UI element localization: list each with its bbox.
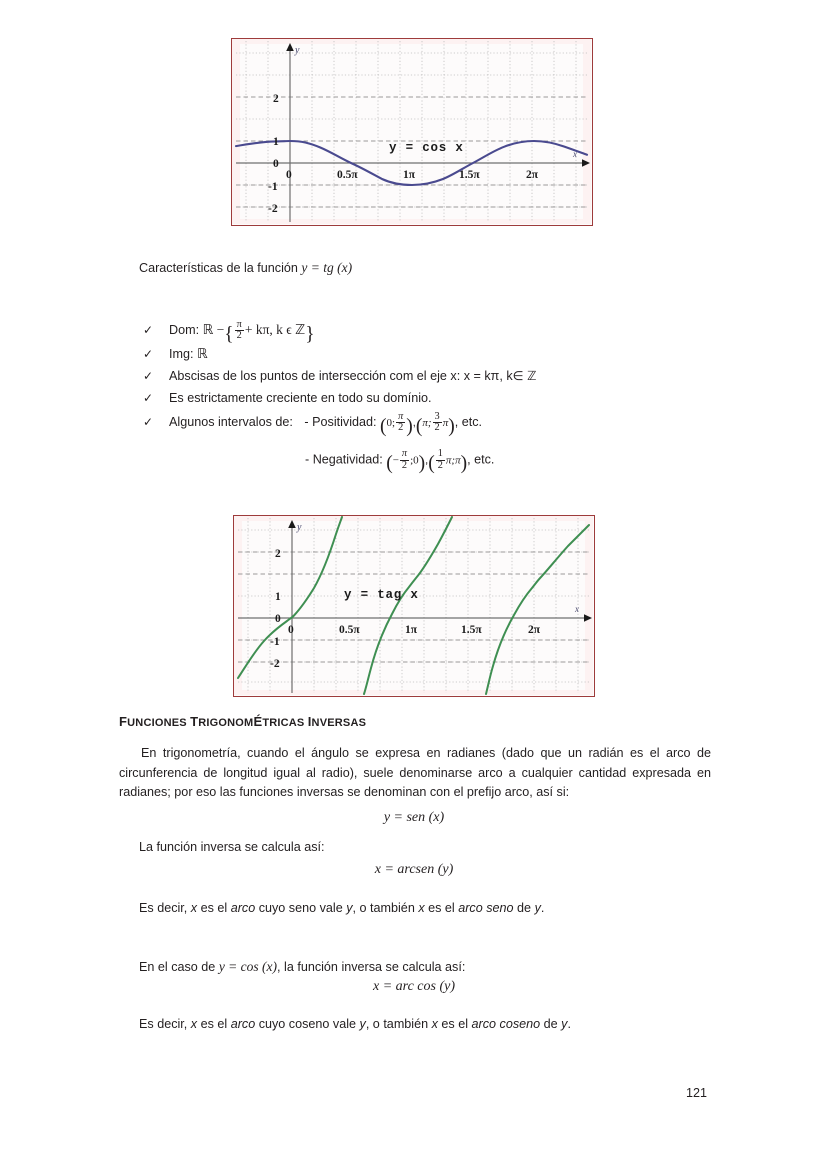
y-tick-1: 1: [275, 591, 281, 603]
pos-interval-1-fraction: [396, 412, 405, 434]
checkmark-icon: ✓: [143, 323, 154, 337]
intervalos-label: Algunos intervalos de:: [169, 415, 293, 430]
positividad-label: - Positividad:: [304, 415, 377, 430]
figure-tangent-graph: [233, 515, 595, 697]
esdecir1-part-b: es el: [197, 901, 231, 915]
x-tick-1.5pi: 1.5π: [459, 169, 480, 181]
esdecir2-part-c: cuyo coseno vale: [255, 1017, 360, 1031]
characteristics-heading-text: Características de la función: [139, 261, 302, 275]
esdecir2-part-e: es el: [437, 1017, 472, 1031]
caso-coseno-line: [139, 959, 465, 975]
equation-x-arccos-y: x = arc cos (y): [372, 979, 455, 994]
fraction-denominator: 2: [437, 459, 443, 471]
esdecir2-part-f: de: [540, 1017, 562, 1031]
neg-interval-1-tail: ;0: [410, 454, 419, 467]
esdecir1-part-a: Es decir,: [139, 901, 191, 915]
x-axis-label: x: [573, 149, 577, 159]
x-tick-0: 0: [286, 169, 292, 181]
esdecir2-part-g: .: [567, 1017, 571, 1031]
pos-interval-1-start: 0;: [386, 417, 396, 430]
checkmark-icon: ✓: [143, 347, 154, 362]
list-item-abscisas: [139, 366, 699, 386]
paren-close-4: ): [460, 453, 468, 475]
negatividad-label: - Negatividad:: [305, 452, 383, 467]
dominio-fraction: [235, 320, 244, 342]
equation-y-sen-x: y = sen (x): [383, 810, 445, 825]
list-item-creciente: [139, 388, 699, 408]
checkmark-icon: ✓: [143, 415, 154, 430]
esdecir1-part-g: .: [540, 901, 545, 915]
tangent-plot-svg: [234, 516, 593, 695]
page-number: 121: [686, 1086, 708, 1100]
x-tick-1.5pi: 1.5π: [461, 624, 482, 636]
right-brace: }: [305, 323, 315, 345]
y-tick-minus2: -2: [268, 203, 278, 215]
esdecir2-arco-coseno: arco coseno: [471, 1017, 541, 1031]
y-axis-label: y: [297, 522, 302, 533]
paren-open-4: (: [428, 453, 435, 475]
esdecir-coseno-line: [139, 1017, 571, 1031]
y-tick-2: 2: [275, 548, 281, 560]
caso-math: y = cos (x): [218, 959, 278, 974]
imagen-label: Img:: [169, 347, 194, 362]
imagen-value: ℝ: [197, 346, 208, 362]
pos-interval-2-tail: π: [442, 417, 449, 430]
paren-open-1: (: [380, 415, 387, 437]
cosine-function-label: y = cos x: [389, 141, 464, 155]
esdecir1-var-y2: y: [534, 901, 541, 915]
neg-interval-1-sign: −: [392, 454, 399, 467]
x-tick-2pi: 2π: [528, 624, 541, 636]
characteristics-list: [139, 318, 699, 437]
caso-part-b: , la función inversa se calcula así:: [277, 960, 466, 974]
y-tick-minus1: -1: [268, 181, 278, 193]
fraction-numerator: π: [398, 410, 404, 422]
esdecir2-var-y1: y: [359, 1017, 366, 1031]
esdecir-seno-line: [139, 901, 544, 915]
esdecir2-var-x1: x: [190, 1017, 198, 1031]
dominio-set: ℝ −: [202, 322, 225, 337]
creciente-text: Es estrictamente creciente en todo su domínio.: [169, 391, 432, 406]
paren-close-1: ): [406, 415, 413, 437]
y-tick-0: 0: [273, 158, 279, 170]
section-heading: FUNCIONES TRIGONOMÉTRICAS INVERSAS: [119, 714, 367, 729]
esdecir1-var-x1: x: [190, 901, 198, 915]
positividad-etc: , etc.: [454, 415, 483, 430]
neg-interval-2-fraction: [436, 449, 445, 471]
fraction-numerator: π: [236, 318, 242, 330]
esdecir2-part-d: , o también: [365, 1017, 432, 1031]
esdecir2-arco: arco: [230, 1017, 256, 1031]
fraction-denominator: 2: [400, 460, 409, 472]
tangent-function-label: y = tag x: [344, 588, 419, 602]
paren-close-2: ): [448, 415, 455, 437]
fraction-denominator: 2: [235, 330, 244, 342]
abscisas-text: Abscisas de los puntos de intersección com el eje x: x = kπ, k∈ ℤ: [169, 369, 537, 384]
esdecir1-part-d: , o también: [352, 901, 419, 915]
checkmark-icon: ✓: [143, 369, 154, 384]
left-brace: {: [224, 323, 234, 345]
esdecir2-part-b: es el: [197, 1017, 231, 1031]
neg-interval-1-fraction: [400, 449, 409, 471]
x-tick-1pi: 1π: [405, 624, 418, 636]
caso-part-a: En el caso de: [139, 960, 219, 974]
dominio-label: Dom:: [169, 323, 200, 337]
list-item-intervalos: ✓ Algunos intervalos de: - Positividad: (0; $\frac{\pi}{2}$ ),(π; $\frac{3}{2}$ π), etc.: [143, 410, 483, 437]
paren-close-3: ): [418, 453, 426, 475]
y-tick-2: 2: [273, 93, 279, 105]
esdecir1-part-c: cuyo seno vale: [255, 901, 347, 915]
esdecir2-var-x2: x: [431, 1017, 438, 1031]
esdecir2-var-y2: y: [561, 1017, 568, 1031]
y-tick-minus1: -1: [270, 636, 280, 648]
y-tick-1: 1: [273, 136, 279, 148]
characteristics-heading: [139, 260, 352, 276]
x-tick-0.5pi: 0.5π: [339, 624, 360, 636]
esdecir2-part-a: Es decir,: [139, 1017, 191, 1031]
x-axis-label: x: [575, 604, 579, 614]
esdecir1-part-f: de: [513, 901, 535, 915]
fraction-numerator: 3: [434, 410, 440, 422]
x-tick-1pi: 1π: [403, 169, 416, 181]
fraction-numerator: 1: [437, 448, 443, 459]
negatividad-line: - Negatividad: (− $\frac{\pi}{2}$ ;0),( $\frac{1}{2}$ π;π), etc.: [305, 448, 495, 475]
neg-interval-2-tail: π;π: [445, 454, 461, 467]
pos-interval-2-start: π;: [422, 417, 432, 430]
figure-cosine-graph: [231, 38, 593, 226]
equation-x-arcsen-y: x = arcsen (y): [374, 862, 454, 877]
fraction-numerator: π: [401, 448, 408, 459]
esdecir1-part-e: es el: [424, 901, 459, 915]
negatividad-etc: , etc.: [467, 452, 495, 467]
pos-interval-2-fraction: [433, 412, 442, 434]
cosine-plot-svg: [232, 39, 591, 224]
y-tick-minus2: -2: [270, 658, 280, 670]
paren-open-2: (: [415, 415, 423, 437]
x-tick-0: 0: [288, 624, 294, 636]
list-item-imagen: [139, 344, 699, 364]
x-tick-2pi: 2π: [526, 169, 539, 181]
y-tick-0: 0: [275, 613, 281, 625]
list-item-dominio: [139, 318, 699, 345]
paren-open-3: (: [386, 453, 393, 475]
y-axis-label: y: [295, 45, 300, 56]
x-tick-0.5pi: 0.5π: [337, 169, 358, 181]
esdecir1-arco-seno: arco seno: [458, 901, 514, 915]
esdecir1-var-x2: x: [418, 901, 425, 915]
dominio-tail: + kπ, k ϵ ℤ: [244, 322, 306, 337]
characteristics-heading-math: y = tg (x): [301, 260, 353, 275]
esdecir1-arco: arco: [230, 901, 256, 915]
fraction-denominator: 2: [396, 422, 405, 434]
checkmark-icon: ✓: [143, 391, 154, 406]
inversa-line: La función inversa se calcula así:: [139, 840, 325, 854]
fraction-denominator: 2: [434, 422, 440, 434]
esdecir1-var-y1: y: [346, 901, 353, 915]
intro-paragraph: En trigonometría, cuando el ángulo se expresa en radianes (dado que un radián es el arco de circunferencia de longitud igual al radio), suele denominarse arco a cualquier cantidad expresada en radianes; por eso las funciones inversas se denominan con el prefijo arco, así si:: [119, 746, 711, 799]
